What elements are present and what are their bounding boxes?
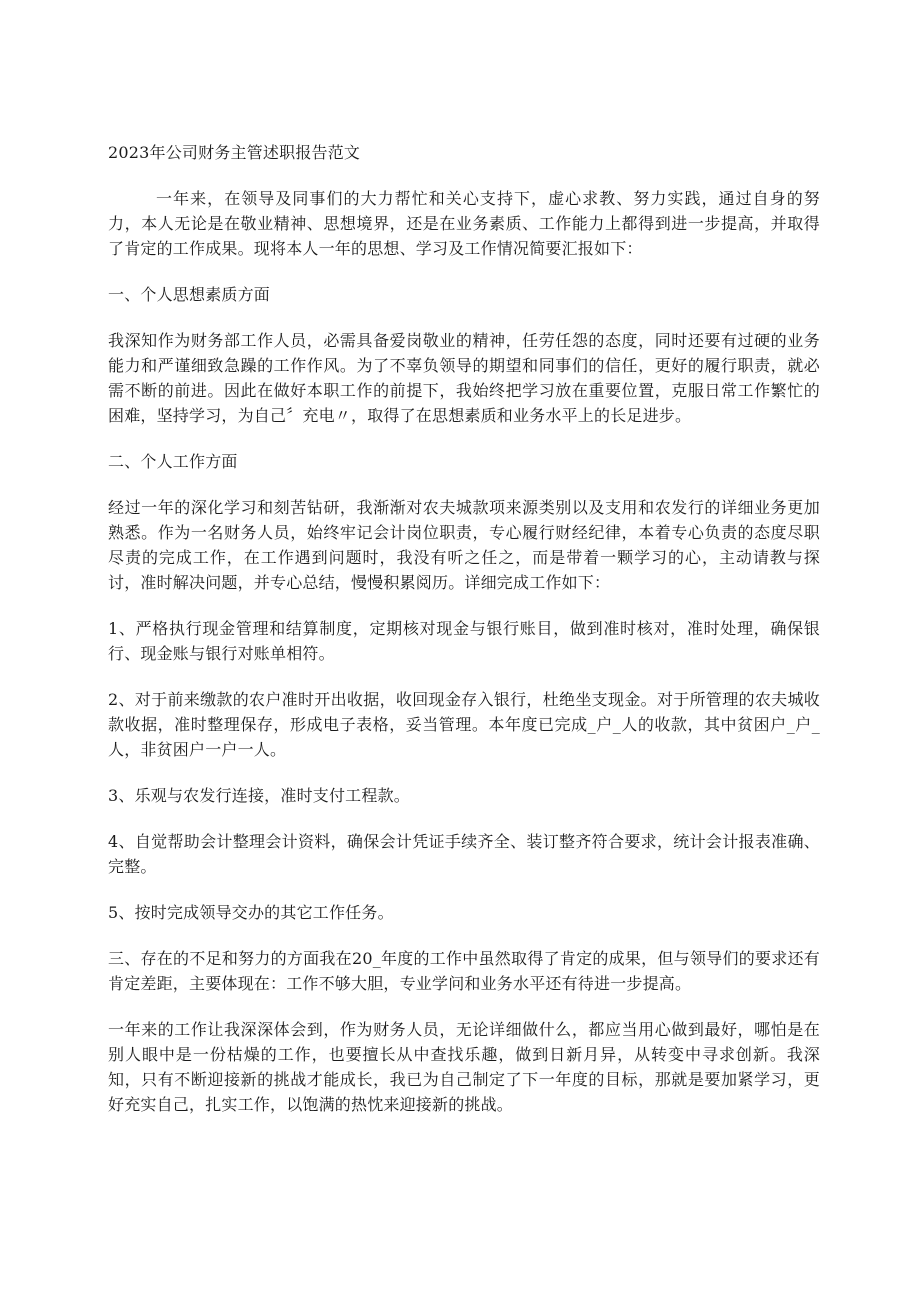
document-page (108, 140, 820, 1138)
section-body-shortcomings: 三、存在的不足和努力的方面我在20_年度的工作中虽然取得了肯定的成果，但与领导们的要求还有肯定差距，主要体现在：工作不够大胆，专业学问和业务水平还有待进一步提高。 (108, 949, 820, 993)
work-item-3: 3、乐观与农发行连接，准时支付工程款。 (108, 786, 410, 805)
work-item-5: 5、按时完成领导交办的其它工作任务。 (108, 903, 394, 922)
work-item-2: 2、对于前来缴款的农户准时开出收据，收回现金存入银行，杜绝坐支现金。对于所管理的农夫城收款收据，准时整理保存，形成电子表格，妥当管理。本年度已完成_户_人的收款，其中贫困户_户_人，非贫困户一户一人。 (108, 690, 820, 759)
work-item-4: 4、自觉帮助会计整理会计资料，确保会计凭证手续齐全、装订整齐符合要求，统计会计报表准确、完整。 (108, 832, 820, 876)
section-heading-thought: 一、个人思想素质方面 (108, 285, 271, 304)
document-title: 2023年公司财务主管述职报告范文 (108, 143, 361, 162)
section-body-thought: 我深知作为财务部工作人员，必需具备爱岗敬业的精神，任劳任怨的态度，同时还要有过硬的业务能力和严谨细致急躁的工作作风。为了不辜负领导的期望和同事们的信任，更好的履行职责，就必需不断的前进。因此在做好本职工作的前提下，我始终把学习放在重要位置，克服日常工作繁忙的困难，坚持学习，为自己〞充电〃，取得了在思想素质和业务水平上的长足进步。 (108, 331, 820, 425)
closing-paragraph: 一年来的工作让我深深体会到，作为财务人员，无论详细做什么，都应当用心做到最好，哪怕是在别人眼中是一份枯燥的工作，也要擅长从中查找乐趣，做到日新月异，从转变中寻求创新。我深知，只有不断迎接新的挑战才能成长，我已为自己制定了下一年度的目标，那就是要加紧学习，更好充实自己，扎实工作，以饱满的热忱来迎接新的挑战。 (108, 1020, 820, 1114)
section-heading-work: 二、个人工作方面 (108, 452, 238, 471)
section-body-work: 经过一年的深化学习和刻苦钻研，我渐渐对农夫城款项来源类别以及支用和农发行的详细业务更加熟悉。作为一名财务人员，始终牢记会计岗位职责，专心履行财经纪律，本着专心负责的态度尽职尽责的完成工作，在工作遇到问题时，我没有听之任之，而是带着一颗学习的心，主动请教与探讨，准时解决问题，并专心总结，慢慢积累阅历。详细完成工作如下： (108, 498, 820, 592)
work-item-1: 1、严格执行现金管理和结算制度，定期核对现金与银行账目，做到准时核对，准时处理，确保银行、现金账与银行对账单相符。 (108, 619, 820, 663)
intro-paragraph: 一年来，在领导及同事们的大力帮忙和关心支持下，虚心求教、努力实践，通过自身的努力，本人无论是在敬业精神、思想境界，还是在业务素质、工作能力上都得到进一步提高，并取得了肯定的工作成果。现将本人一年的思想、学习及工作情况简要汇报如下： (108, 189, 820, 258)
